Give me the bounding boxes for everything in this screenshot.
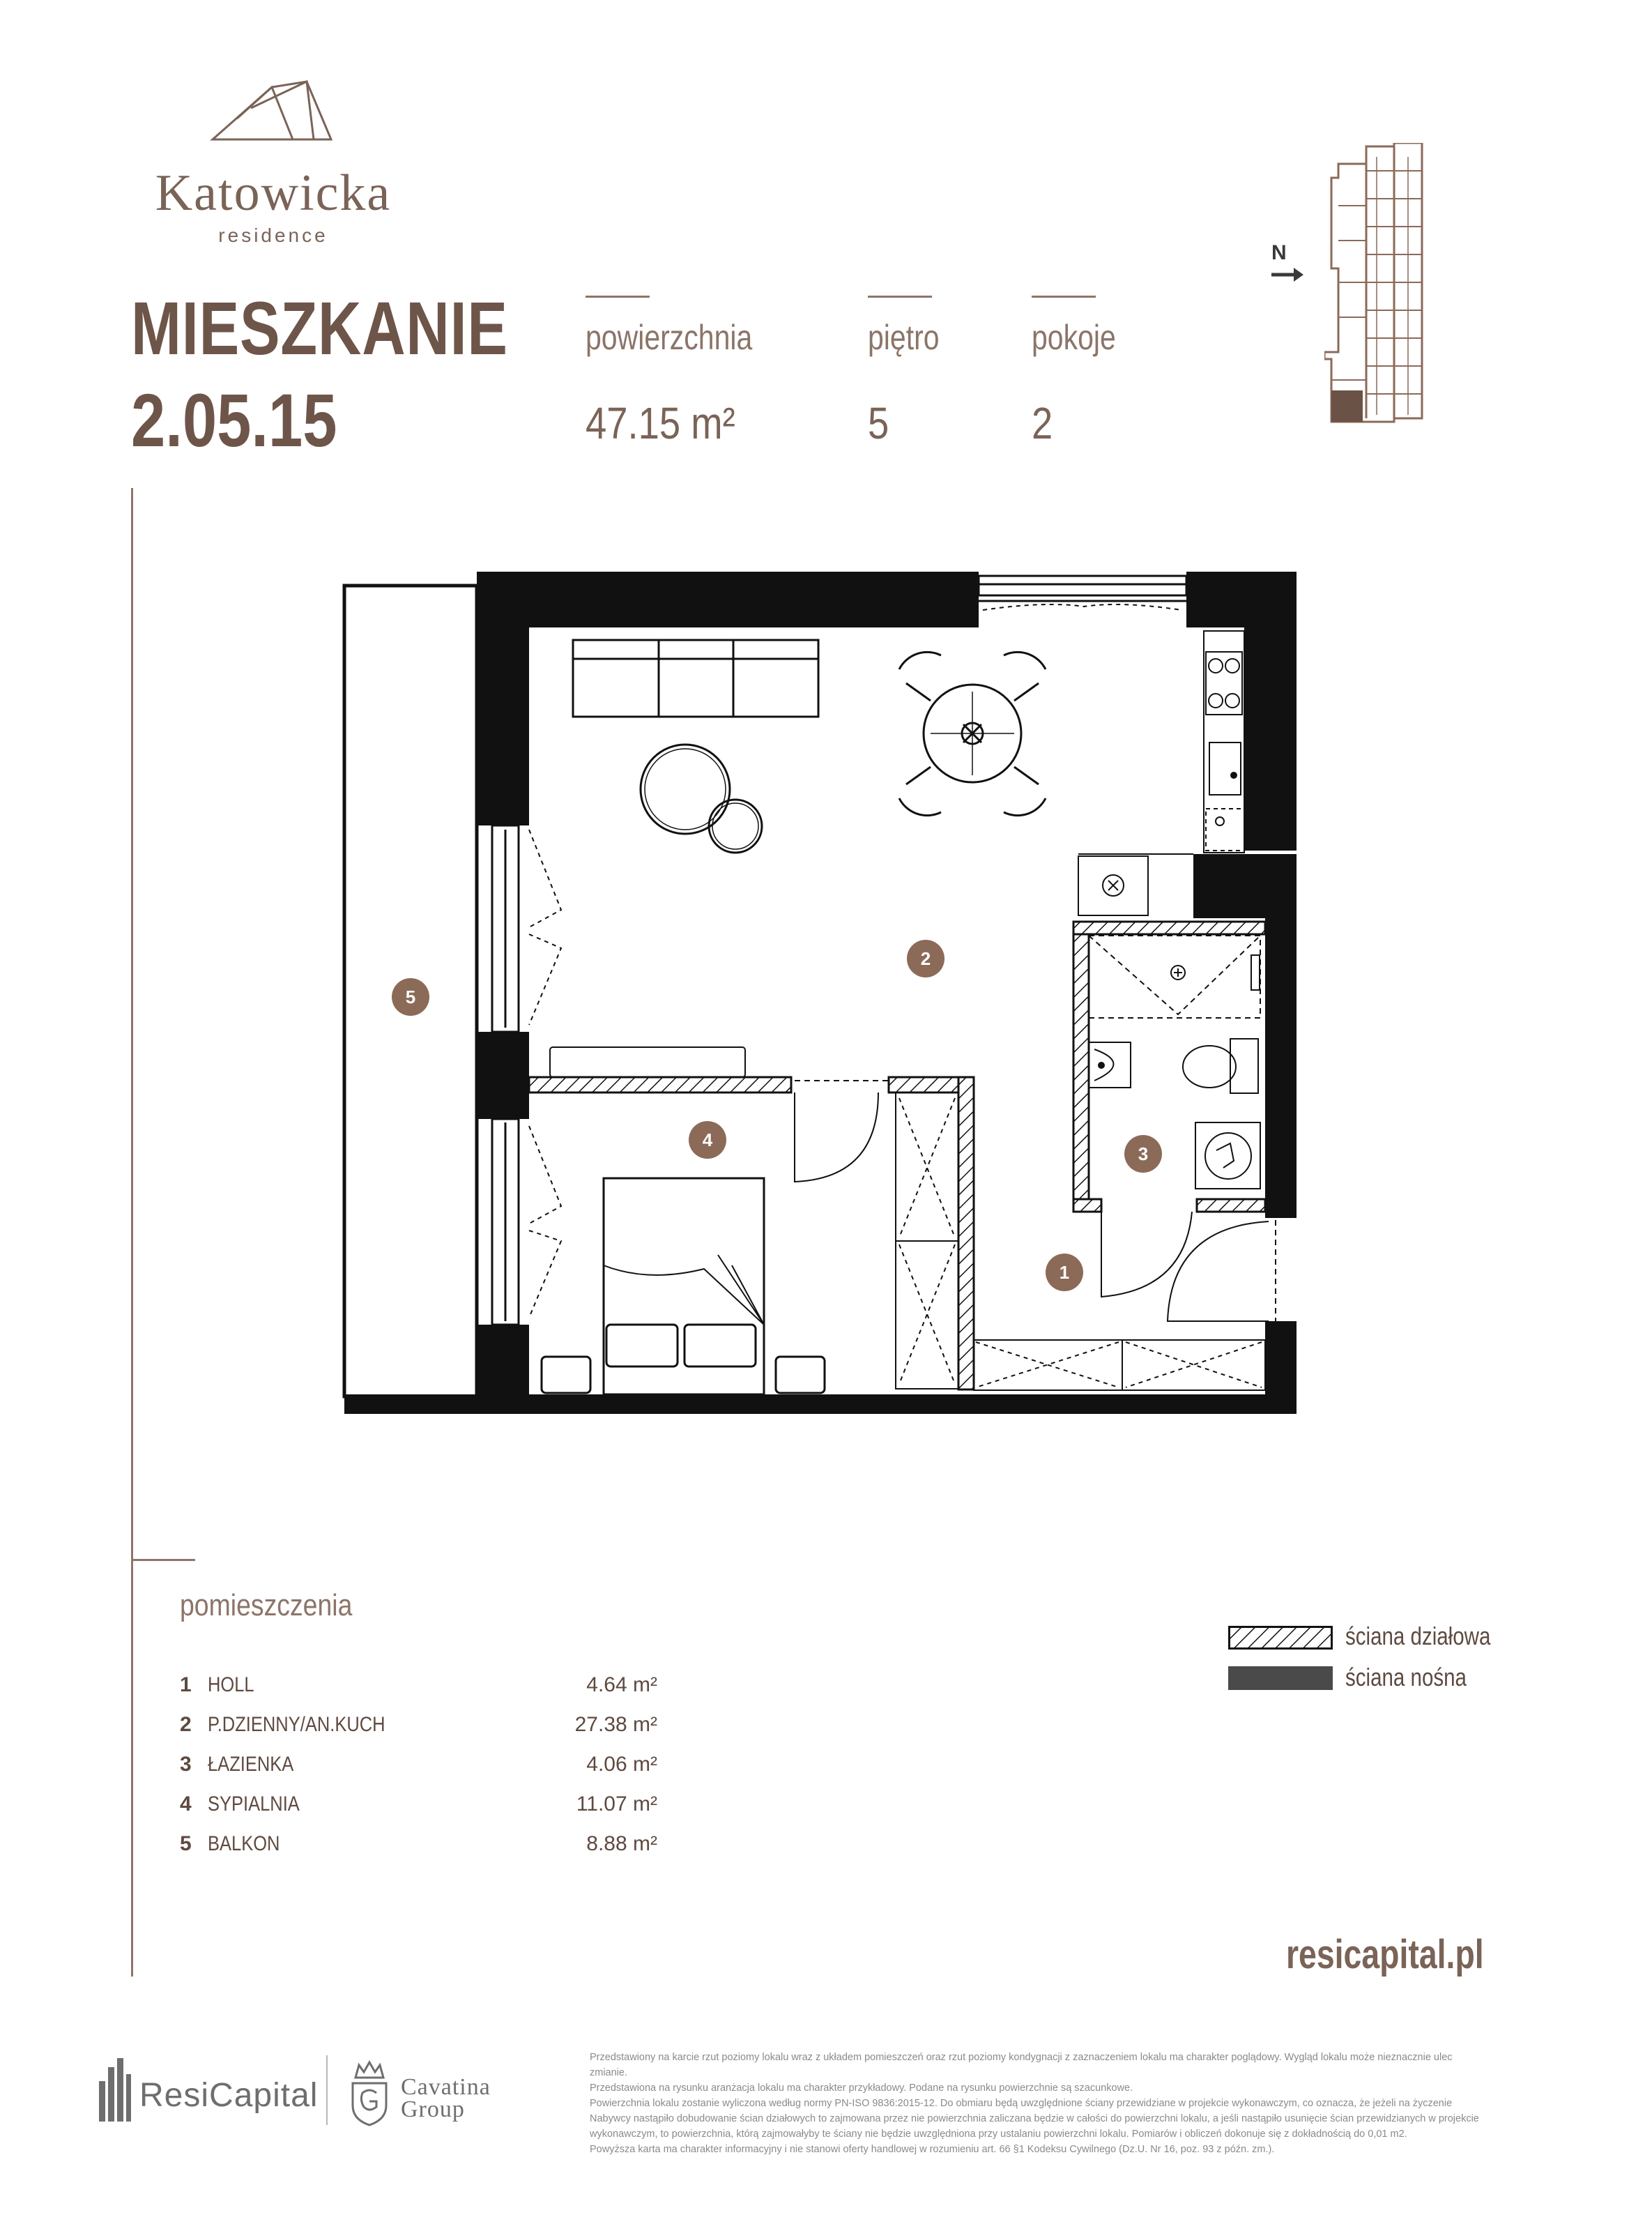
room-area: 11.07 m² bbox=[576, 1792, 657, 1815]
floor-plan bbox=[335, 558, 1297, 1422]
cavatina-crest-icon bbox=[349, 2057, 390, 2126]
partition-wall-swatch bbox=[1228, 1626, 1333, 1650]
rooms-divider bbox=[131, 1559, 195, 1561]
load-bearing-walls bbox=[344, 572, 1297, 1414]
bedroom-door bbox=[791, 1081, 889, 1182]
rooms-title: pomieszczenia bbox=[180, 1588, 353, 1622]
stat-label-rooms: pokoje bbox=[1032, 318, 1116, 357]
vertical-divider bbox=[131, 488, 133, 1977]
apartment-label: MIESZKANIE bbox=[131, 286, 508, 370]
apartment-number: 2.05.15 bbox=[131, 378, 337, 462]
stat-divider bbox=[586, 296, 650, 298]
dining-table-icon bbox=[899, 652, 1046, 815]
building-siteplan-icon bbox=[1324, 143, 1436, 429]
svg-text:2: 2 bbox=[920, 948, 931, 969]
room-badge-2 bbox=[907, 940, 944, 977]
legend-label-load-bearing: ściana nośna bbox=[1345, 1663, 1467, 1691]
svg-text:5: 5 bbox=[405, 987, 416, 1007]
disclaimer-paragraph: Powierzchnia lokalu zostanie wyliczona według normy PN-ISO 9836:2015-12. Do obmiaru będą uwzględnione ściany przewidziane w projekcie wykonawczym, co oznacza, że jeżeli na życzenie Nabywcy nastąpiło dobudowanie ścian działowych to zajmowana przez nie powierzchnia zaliczana będzie w całości do powierzchni lokalu, a jeśli nastąpiło usunięcie ścian przewidzianych w projekcie wykonawczym, to powierzchnia, którą zajmowałyby te ściany nie będzie uwzględniona przy ustalaniu powierzchni lokalu. Pomiarów i obliczeń dokonuje się z dokładnością do 0,01 m2. bbox=[590, 2098, 1479, 2140]
room-name: SYPIALNIA bbox=[208, 1792, 300, 1815]
room-number: 5 bbox=[180, 1832, 192, 1855]
room-area: 4.64 m² bbox=[586, 1673, 657, 1696]
top-window bbox=[979, 576, 1186, 610]
room-area: 27.38 m² bbox=[574, 1713, 657, 1736]
room-number: 3 bbox=[180, 1753, 192, 1776]
room-name: BALKON bbox=[208, 1832, 280, 1855]
resicapital-logo-icon bbox=[98, 2057, 132, 2123]
bathroom-fixtures bbox=[1089, 936, 1260, 1189]
room-badge-5 bbox=[392, 978, 429, 1016]
stat-value-rooms: 2 bbox=[1032, 398, 1053, 448]
legal-disclaimer bbox=[590, 2050, 1489, 2157]
bed-icon bbox=[542, 1178, 825, 1394]
stat-value-area: 47.15 m² bbox=[586, 398, 735, 448]
bathroom-door bbox=[1101, 1212, 1192, 1297]
svg-text:3: 3 bbox=[1138, 1143, 1149, 1164]
svg-text:1: 1 bbox=[1059, 1262, 1070, 1283]
north-arrow-icon bbox=[1269, 238, 1310, 287]
website-link[interactable]: resicapital.pl bbox=[1286, 1932, 1484, 1977]
resicapital-name: ResiCapital bbox=[139, 2077, 319, 2114]
cavatina-name bbox=[401, 2076, 491, 2121]
brand-subtitle: residence bbox=[218, 224, 328, 246]
coffee-table-icon bbox=[641, 745, 762, 853]
room-number: 4 bbox=[180, 1792, 192, 1815]
mountain-logo-icon bbox=[209, 80, 335, 143]
tv-console bbox=[550, 1047, 745, 1077]
disclaimer-paragraph: Przedstawiona na rysunku aranżacja lokalu ma charakter przykładowy. Podane na rysunku powierzchnie są szacunkowe. bbox=[590, 2082, 1133, 2094]
cavatina-line-1: Cavatina bbox=[401, 2074, 491, 2100]
room-badge-4 bbox=[689, 1121, 726, 1159]
footer-divider bbox=[326, 2055, 328, 2125]
compass-label: N bbox=[1271, 241, 1287, 264]
stat-label-floor: piętro bbox=[868, 318, 940, 357]
cavatina-line-2: Group bbox=[401, 2096, 465, 2122]
stat-label-area: powierzchnia bbox=[586, 318, 753, 357]
room-name: HOLL bbox=[208, 1673, 254, 1696]
sofa-icon bbox=[573, 640, 818, 717]
stat-divider bbox=[1032, 296, 1096, 298]
room-number: 2 bbox=[180, 1713, 192, 1736]
room-number: 1 bbox=[180, 1673, 192, 1696]
window-swing bbox=[529, 830, 561, 1318]
svg-text:4: 4 bbox=[702, 1129, 713, 1150]
load-bearing-wall-swatch bbox=[1228, 1666, 1333, 1690]
room-area: 8.88 m² bbox=[586, 1832, 657, 1855]
legend-label-partition: ściana działowa bbox=[1345, 1622, 1491, 1650]
disclaimer-paragraph: Powyższa karta ma charakter informacyjny i nie stanowi oferty handlowej w rozumieniu art. 66 §1 Kodeksu Cywilnego (Dz.U. Nr 16, poz. 93 z późn. zm.). bbox=[590, 2144, 1275, 2155]
stat-divider bbox=[868, 296, 932, 298]
room-badge-1 bbox=[1046, 1254, 1083, 1291]
room-name: P.DZIENNY/AN.KUCH bbox=[208, 1713, 385, 1736]
room-area: 4.06 m² bbox=[586, 1753, 657, 1776]
stat-value-floor: 5 bbox=[868, 398, 889, 448]
room-name: ŁAZIENKA bbox=[208, 1753, 294, 1776]
disclaimer-paragraph: Przedstawiony na karcie rzut poziomy lokalu wraz z układem pomieszczeń oraz rzut poziomy kondygnacji z zaznaczeniem lokalu ma charakter poglądowy. Wygląd lokalu może nieznacznie ulec zmianie. bbox=[590, 2052, 1453, 2078]
entry-door bbox=[1168, 1220, 1276, 1321]
brand-name: Katowicka bbox=[155, 165, 392, 222]
room-badge-3 bbox=[1124, 1135, 1162, 1173]
